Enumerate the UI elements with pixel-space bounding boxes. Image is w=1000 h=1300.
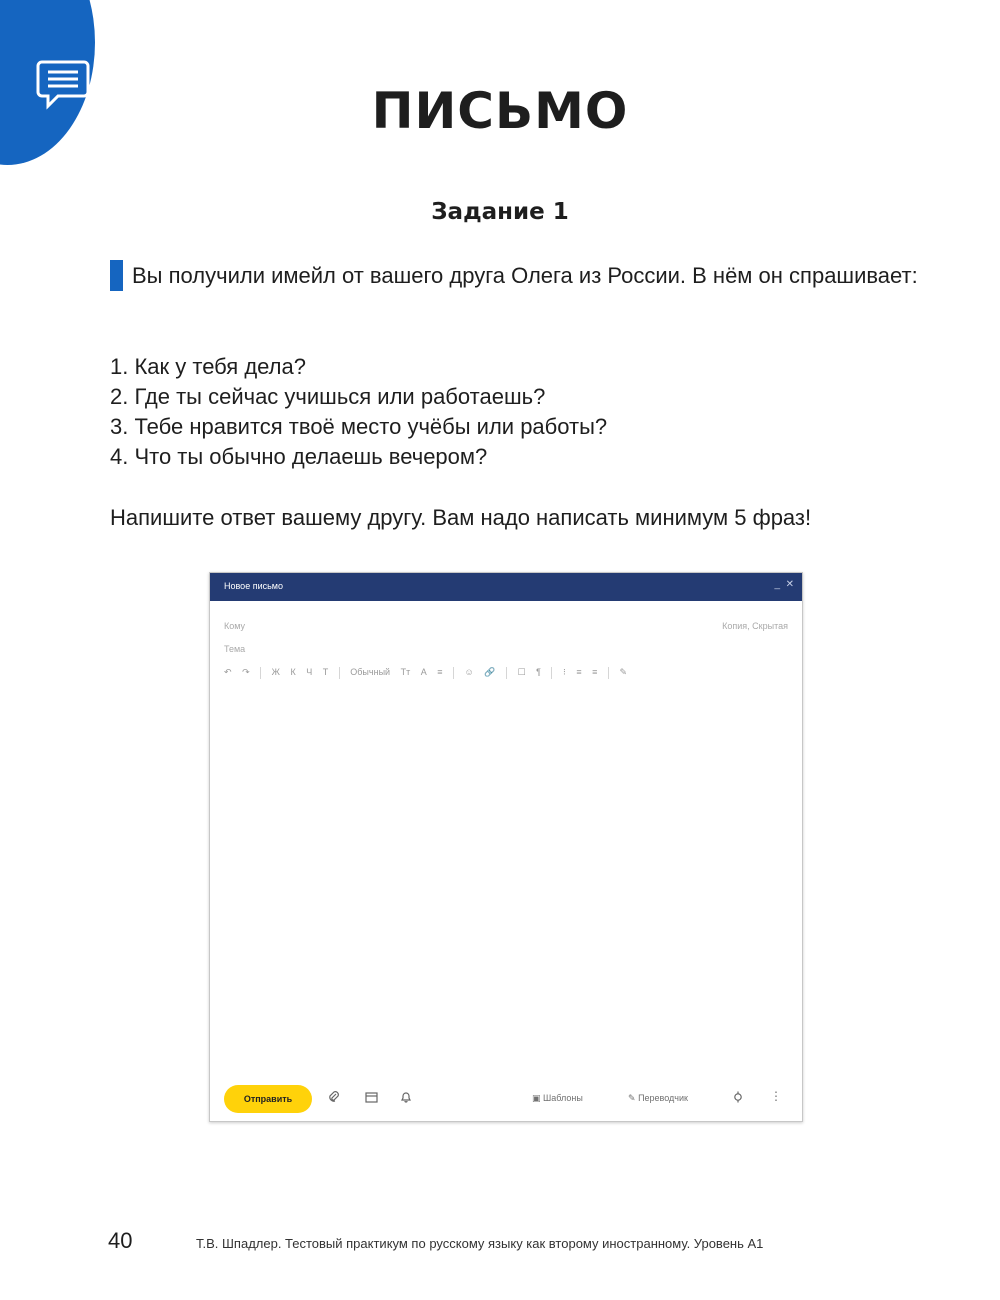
page-title: ПИСЬМО (371, 82, 629, 140)
align-button[interactable]: ≡ (437, 667, 443, 678)
link-icon[interactable]: 🔗 (484, 667, 496, 678)
toolbar-divider (551, 667, 552, 679)
calendar-icon[interactable] (365, 1091, 378, 1103)
bell-icon[interactable] (400, 1091, 412, 1103)
undo-icon[interactable]: ↶ (224, 667, 232, 678)
compose-header (210, 573, 802, 601)
toolbar-divider (260, 667, 261, 679)
send-button[interactable]: Отправить (224, 1085, 312, 1113)
list-icon[interactable]: ⁝ (562, 667, 566, 678)
formatting-toolbar (224, 667, 788, 689)
paragraph-icon[interactable]: ¶ (536, 667, 541, 678)
font-style-select[interactable]: Обычный (350, 667, 391, 678)
emoji-icon[interactable]: ☺ (464, 667, 474, 678)
question-item: 2. Где ты сейчас учишься или работаешь? (110, 384, 546, 409)
page-number: 40 (108, 1228, 133, 1253)
translate-label: Переводчик (638, 1093, 688, 1103)
text-color-button[interactable]: А (420, 667, 427, 678)
redo-icon[interactable]: ↷ (242, 667, 250, 678)
question-item: 4. Что ты обычно делаешь вечером? (110, 444, 488, 469)
ordered-list-icon[interactable]: ≡ (576, 667, 582, 678)
minimize-icon[interactable]: _ (774, 579, 780, 590)
task-label: Задание 1 (431, 199, 569, 225)
image-icon[interactable]: ☐ (517, 667, 526, 678)
to-label: Кому (224, 621, 246, 631)
question-item: 1. Как у тебя дела? (110, 354, 306, 379)
email-compose-window (209, 572, 803, 1122)
italic-button[interactable]: К (290, 667, 296, 678)
clear-format-icon[interactable]: ✎ (619, 667, 627, 678)
font-size-button[interactable]: Тт (400, 667, 411, 678)
toolbar-divider (453, 667, 454, 679)
question-list (110, 352, 607, 472)
indent-icon[interactable]: ≡ (592, 667, 598, 678)
compose-footer (210, 1075, 802, 1121)
templates-label: Шаблоны (543, 1093, 583, 1103)
toolbar-divider (339, 667, 340, 679)
close-icon[interactable]: ✕ (785, 579, 794, 590)
attach-icon[interactable] (328, 1091, 340, 1103)
more-options-icon[interactable]: ⋮ (770, 1089, 782, 1103)
subject-label: Тема (224, 644, 246, 654)
intro-text: Вы получили имейл от вашего друга Олега из России. В нём он спрашивает: (110, 260, 932, 291)
templates-button[interactable] (532, 1093, 583, 1104)
bold-button[interactable]: Ж (271, 667, 280, 678)
message-body[interactable] (224, 693, 788, 1071)
settings-icon[interactable] (732, 1091, 744, 1103)
question-item: 3. Тебе нравится твоё место учёбы или работы? (110, 414, 608, 439)
template-icon: ▣ (532, 1093, 541, 1103)
translate-button[interactable] (628, 1093, 688, 1104)
instruction-text: Напишите ответ вашему другу. Вам надо написать минимум 5 фраз! (110, 505, 812, 530)
toolbar-divider (608, 667, 609, 679)
subject-field[interactable] (224, 644, 788, 664)
underline-button[interactable]: Ч (306, 667, 313, 678)
cc-bcc-toggle[interactable]: Копия, Скрытая (722, 621, 788, 631)
toolbar-divider (506, 667, 507, 679)
strikethrough-button[interactable]: Т (322, 667, 329, 678)
translate-icon: ✎ (628, 1093, 636, 1103)
compose-title: Новое письмо (224, 581, 283, 591)
footer-citation: Т.В. Шпадлер. Тестовый практикум по русскому языку как второму иностранному. Уровень А1 (196, 1236, 764, 1251)
to-field[interactable] (224, 621, 788, 641)
